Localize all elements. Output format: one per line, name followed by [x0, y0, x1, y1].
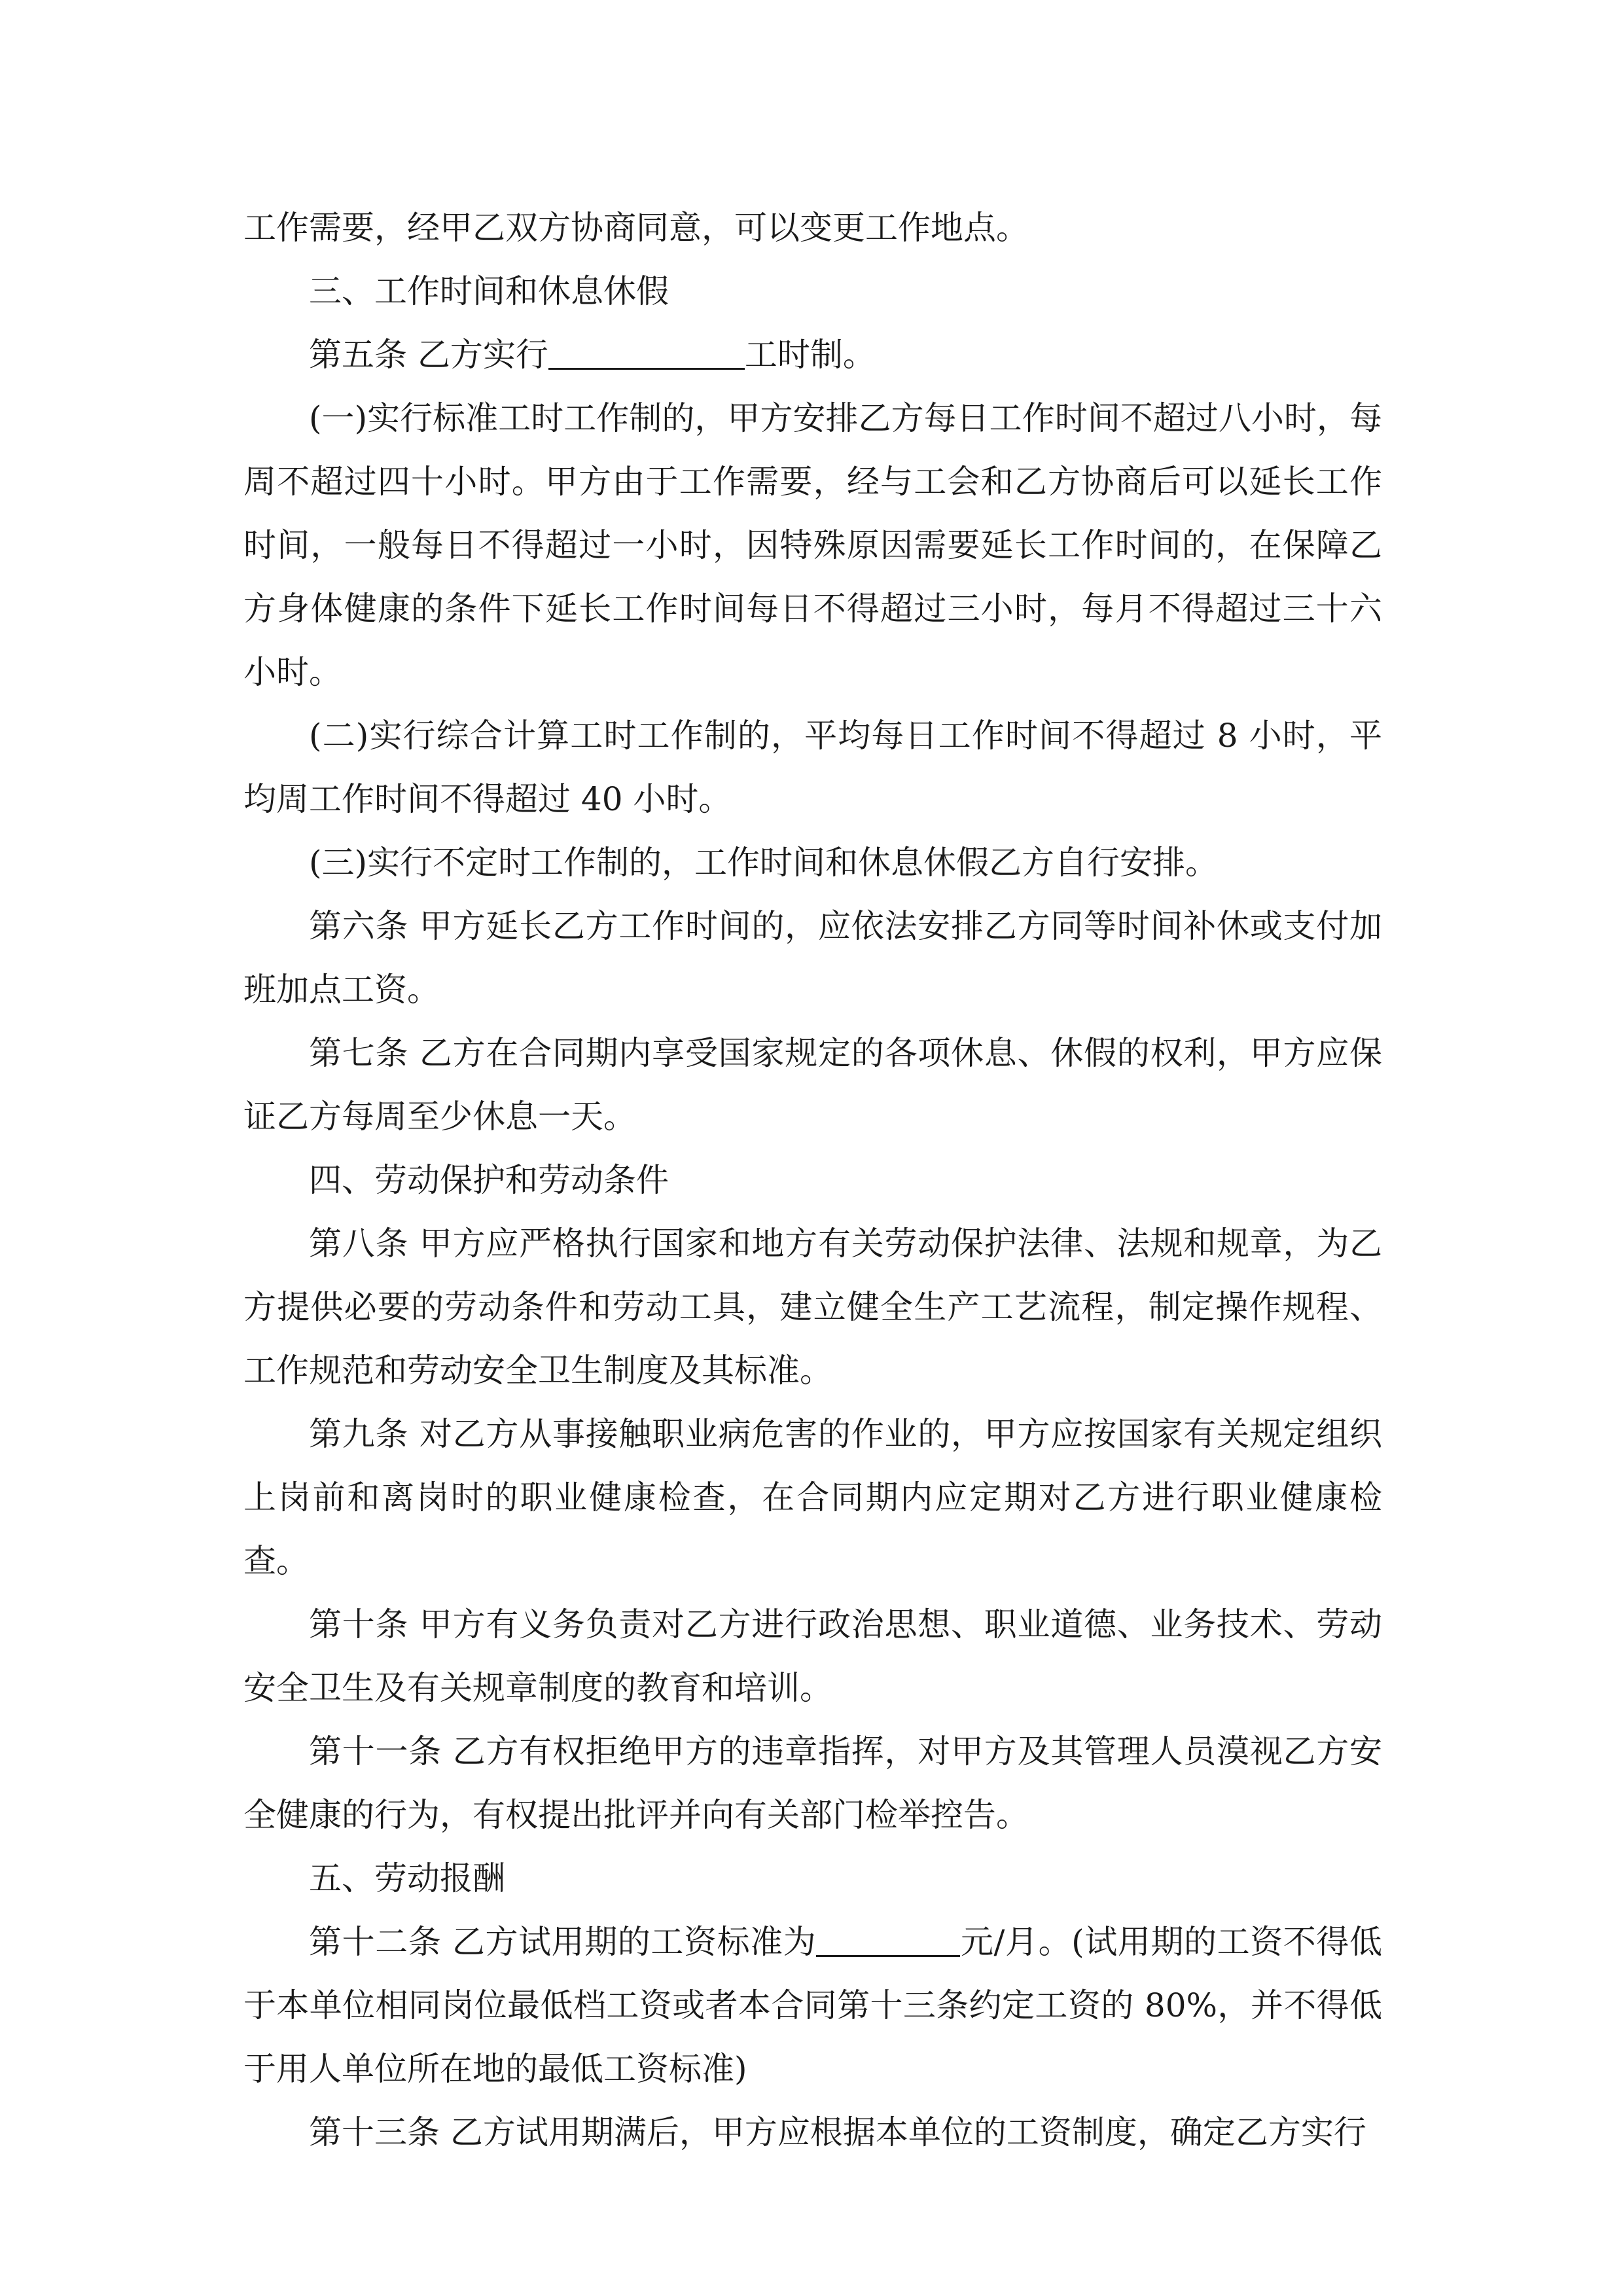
article-12	[243, 1910, 1382, 2101]
article-5	[243, 323, 1382, 387]
article-13: 第十三条 乙方试用期满后，甲方应根据本单位的工资制度，确定乙方实行	[309, 2113, 1366, 2151]
clause-standard-hours: (一)实行标准工时工作制的，甲方安排乙方每日工作时间不超过八小时，每周不超过四十小时。甲方由于工作需要，经与工会和乙方协商后可以延长工作时间，一般每日不得超过一小时，因特殊原因需要延长工作时间的，在保障乙方身体健康的条件下延长工作时间每日不得超过三小时，每月不得超过三十六小时。	[243, 399, 1382, 691]
clause-flexible-hours: (三)实行不定时工作制的，工作时间和休息休假乙方自行安排。	[309, 844, 1219, 882]
article-12-text-before: 第十二条 乙方试用期的工资标准为	[309, 1923, 817, 1961]
section-heading-remuneration: 五、劳动报酬	[309, 1859, 505, 1897]
document-body	[243, 196, 1382, 2164]
article-10: 第十条 甲方有义务负责对乙方进行政治思想、职业道德、业务技术、劳动安全卫生及有关规章制度的教育和培训。	[243, 1605, 1382, 1707]
section-heading-labor-protection: 四、劳动保护和劳动条件	[309, 1161, 669, 1199]
probation-wage-blank-line	[816, 1924, 960, 1957]
working-hours-blank-line	[548, 336, 745, 370]
article-5-text-after: 工时制。	[744, 336, 876, 374]
article-5-text-before: 第五条 乙方实行	[309, 336, 548, 374]
article-6: 第六条 甲方延长乙方工作时间的，应依法安排乙方同等时间补休或支付加班加点工资。	[243, 907, 1382, 1009]
section-heading-working-hours: 三、工作时间和休息休假	[309, 272, 669, 310]
clause-comprehensive-hours: (二)实行综合计算工时工作制的，平均每日工作时间不得超过 8 小时，平均周工作时间不得超过 40 小时。	[243, 717, 1382, 818]
article-9: 第九条 对乙方从事接触职业病危害的作业的，甲方应按国家有关规定组织上岗前和离岗时的职业健康检查，在合同期内应定期对乙方进行职业健康检查。	[243, 1415, 1382, 1580]
article-8: 第八条 甲方应严格执行国家和地方有关劳动保护法律、法规和规章，为乙方提供必要的劳动条件和劳动工具，建立健全生产工艺流程，制定操作规程、工作规范和劳动安全卫生制度及其标准。	[243, 1225, 1382, 1390]
article-12-text-after: 元/月。(试用期的工资不得低于本单位相同岗位最低档工资或者本合同第十三条约定工资的 80%，并不得低于用人单位所在地的最低工资标准)	[243, 1923, 1382, 2088]
article-7: 第七条 乙方在合同期内享受国家规定的各项休息、休假的权利，甲方应保证乙方每周至少休息一天。	[243, 1034, 1382, 1136]
paragraph-work-location: 工作需要，经甲乙双方协商同意，可以变更工作地点。	[243, 209, 1029, 247]
article-11: 第十一条 乙方有权拒绝甲方的违章指挥，对甲方及其管理人员漠视乙方安全健康的行为，有权提出批评并向有关部门检举控告。	[243, 1732, 1382, 1834]
